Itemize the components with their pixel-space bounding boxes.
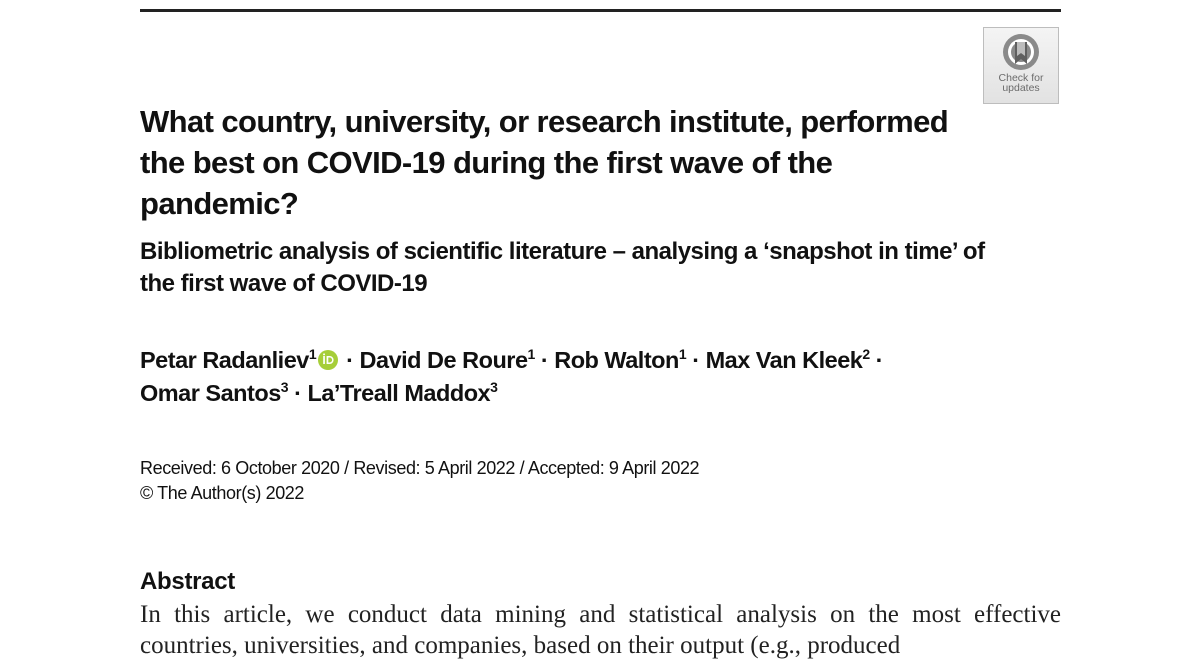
author-affiliation: 1 [308, 346, 317, 362]
author-affiliation: 1 [527, 346, 535, 362]
author-name[interactable]: Omar Santos [140, 380, 281, 406]
badge-label-line1: Check for [998, 72, 1044, 84]
author-affiliation: 2 [862, 346, 870, 362]
abstract-heading: Abstract [140, 568, 235, 595]
article-subtitle: Bibliometric analysis of scientific literature – analysing a ‘snapshot in time’ of the first wave of COVID-19 [140, 238, 985, 297]
abstract-text: In this article, we conduct data mining and statistical analysis on the most effective countries, universities, and companies, based on their output (e.g., produced [140, 601, 1061, 659]
copyright-line: © The Author(s) 2022 [140, 483, 305, 503]
top-rule [140, 9, 1061, 12]
badge-label-line2: updates [1002, 82, 1040, 94]
author-name[interactable]: David De Roure [359, 347, 528, 373]
author-separator: · [340, 347, 360, 373]
author-separator: · [686, 347, 706, 373]
author-affiliation: 1 [678, 346, 687, 362]
author-name[interactable]: Rob Walton [554, 347, 679, 373]
badge-label [999, 73, 1044, 93]
check-for-updates-badge[interactable] [983, 27, 1059, 104]
author-affiliation: 3 [490, 379, 498, 395]
author-list [140, 344, 1040, 410]
author-name[interactable]: Max Van Kleek [705, 347, 863, 373]
publication-history [140, 456, 699, 506]
article-title: What country, university, or research institute, performed the best on COVID-19 during the first wave of the pandemic? [140, 104, 949, 221]
author-separator: · [534, 347, 555, 373]
author-separator: · [288, 380, 308, 406]
author-separator: · [869, 347, 884, 373]
author-name[interactable]: Petar Radanliev [140, 347, 309, 373]
author-affiliation: 3 [280, 379, 289, 395]
orcid-icon[interactable] [318, 350, 338, 370]
dates-line: Received: 6 October 2020 / Revised: 5 April 2022 / Accepted: 9 April 2022 [140, 458, 700, 478]
author-name[interactable]: La’Treall Maddox [307, 380, 491, 406]
crossmark-icon [1001, 32, 1041, 72]
